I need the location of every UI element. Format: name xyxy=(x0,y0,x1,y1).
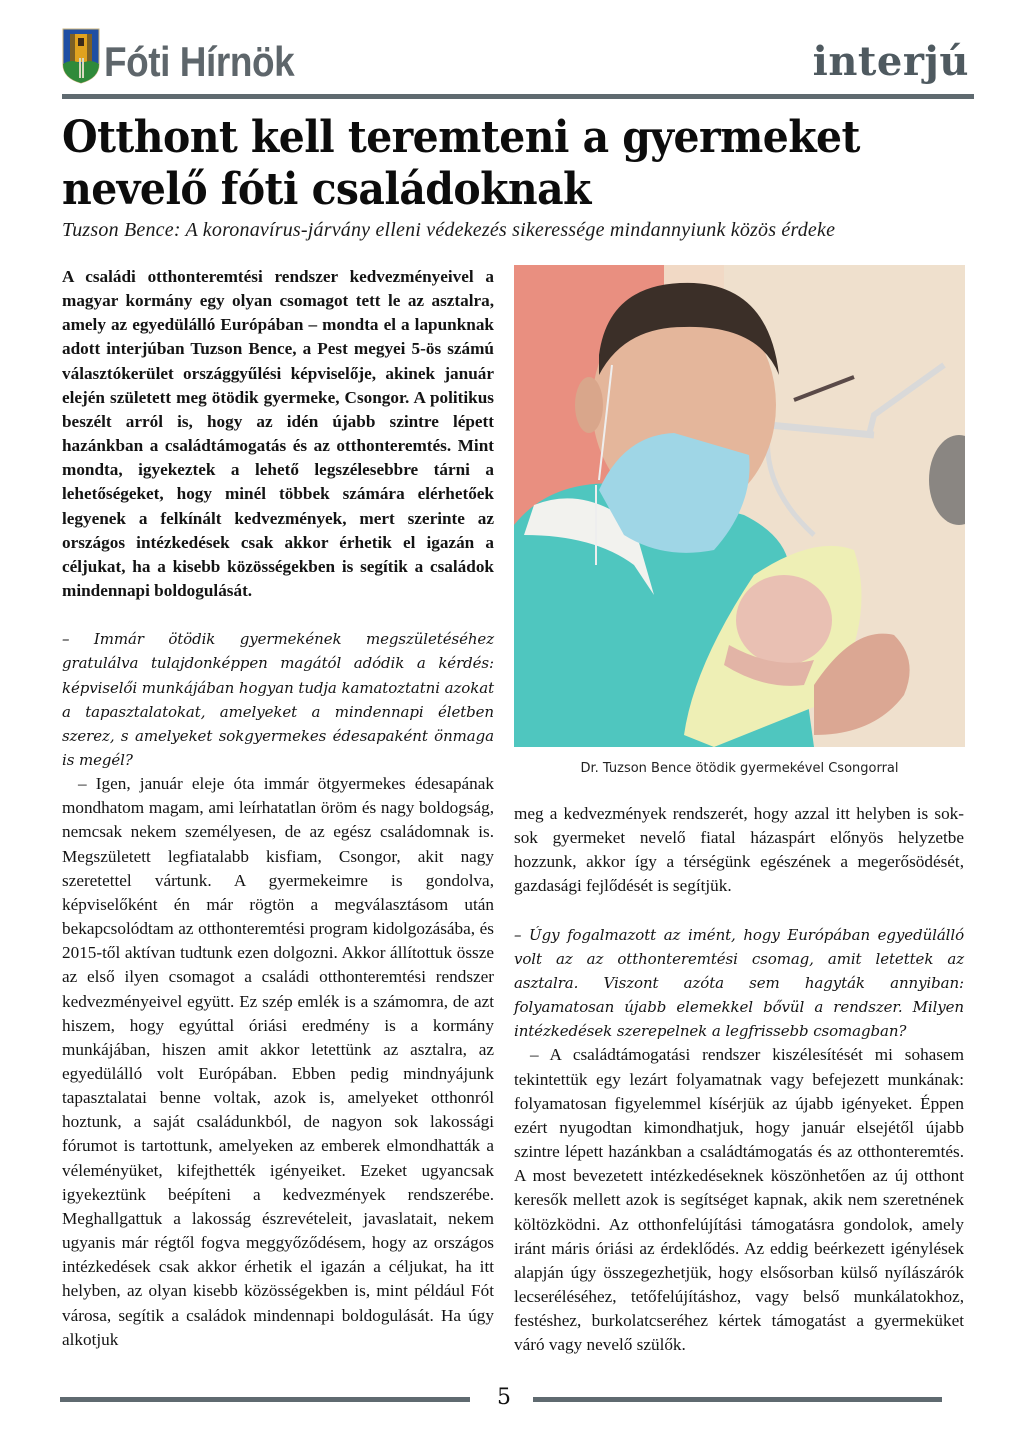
article-photo xyxy=(514,265,965,747)
article-headline: Otthont kell teremteni a gyermeket nevelő fóti családoknak xyxy=(62,112,860,215)
publication-name: Fóti Hírnök xyxy=(104,38,295,85)
interview-answer-2: – A családtámogatási rendszer kiszélesítését mi sohasem tekintettük egy lezárt folyamatnak vagy befejezett munkának: folyamatosan figyelemmel kísérjük az újabb igényeket. Éppen ezért nyugodtan kimondhatjuk, hogy január elsejétől újabb szintre lépett hazánkban a családtámogatás és az otthonteremtés. A most bevezetett intézkedéseknek köszönhetően az új otthont keresők mellett azok is segítséget kapnak, akik nem szeretnének költözködni. Az otthonfelújítási támogatásra gondolok, amely iránt máris óriási az érdeklődés. Az eddig beérkezett igénylések alapján úgy összegezhetjük, hogy elsősorban külső nyílászárók lecseréléséhez, tetőfelújításhoz, vagy belső munkálatokhoz, festéshez, burkolatcseréhez kértek támogatást a gyermeküket váró vagy nevelő szülők. xyxy=(514,1045,964,1355)
interview-answer-1: – Igen, január eleje óta immár ötgyermekes édesapának mondhatom magam, ami leírhatatlan öröm és nagy boldogság, nemcsak nekem személyesen, de az egész családomnak is. Megszületett legfiatalabb kisfiam, Csongor, akit nagy szeretettel vártunk. A gyermekeimre is gondolva, képviselőként én már rögtön a megválasztásom után bekapcsolódtam az otthonteremtési program kidolgozásába, és 2015-től aktívan tudtunk ezen dolgozni. Akkor állítottuk össze az első ilyen csomagot a családi otthonteremtési rendszer kedvezményeivel együtt. Ez szép emlék is a számomra, de azt hiszem, hogy egyúttal óriási eredmény is a kormány munkájában, hiszen amit akkor letettünk az asztalra, az egyedülálló volt Európában. Ebben pedig mindnyájunk tapasztalatai benne voltak, azok is, amelyeket otthonról hoztunk, a saját családunkból, de nagyon sok lakossági fórumot is tartottunk, amelyeken az emberek elmondhatták a véleményüket, kifejthették igényeiket. Ezeket ugyancsak igyekeztünk beépíteni a kedvezmények rendszerébe. Meghallgattuk a lakosság észrevételeit, javaslatait, nekem ugyanis már régtől fogva meggyőződésem, hogy az országos intézkedések csak akkor érhetik el igazán a céljukat, ha itt helyben, az olyan kisebb közösségekben is, mint például Fót városa, segítik a családok mindennapi boldogulását. Ha úgy alkotjuk xyxy=(62,774,494,1349)
left-column xyxy=(62,265,494,1352)
footer-rule-right xyxy=(533,1397,942,1402)
masthead xyxy=(60,26,975,98)
father-with-newborn-image xyxy=(514,265,965,747)
article-subheadline: Tuzson Bence: A koronavírus-járvány elleni védekezés sikeressége mindannyiunk közös érdeke xyxy=(62,219,836,241)
interview-question-1: – Immár ötödik gyermekének megszületéséhez gratulálva tulajdonképpen magától adódik a kérdés: képviselői munkájában hogyan tudja kamatoztatni azokat a tapasztalatokat, amelyeket a mindennapi életben szerez, s amelyeket sokgyermekes édesapaként önmaga is megél? xyxy=(62,630,494,769)
header-rule xyxy=(62,94,974,99)
footer-rule-left xyxy=(60,1397,470,1402)
interview-question-2: – Úgy fogalmazott az imént, hogy Európában egyedülálló volt az az otthonteremtési csomag, amit letettek az asztalra. Viszont azóta sem hagyták annyiban: folyamatosan újabb elemekkel bővül a rendszer. Milyen intézkedések szerepelnek a legfrissebb csomagban? xyxy=(514,925,964,1041)
article-lead: A családi otthonteremtési rendszer kedvezményeivel a magyar kormány egy olyan csomagot tett le az asztalra, amely az egyedülálló Európában – mondta el a lapunknak adott interjúban Tuzson Bence, a Pest megyei 5-ös számú választókerület országgyűlési képviselője, akinek január elején született meg ötödik gyermeke, Csongor. A politikus beszélt arról is, hogy az idén újabb szintre lépett hazánkban a családtámogatás és az otthonteremtés. Mint mondta, igyekeztek a lehető legszélesebbre tárni a lehetőségeket, hogy minél többek számára elérhetőek legyenek a felkínált kedvezmények, mert szerinte az országos intézkedések csak akkor érhetik el igazán a céljukat, ha a kisebb közösségekben is segítik a családok mindennapi boldogulását. xyxy=(62,267,494,601)
photo-caption: Dr. Tuzson Bence ötödik gyermekével Csongorral xyxy=(580,761,899,776)
section-label: interjú xyxy=(812,38,969,85)
interview-answer-1-continued: meg a kedvezmények rendszerét, hogy azzal itt helyben is sok-sok gyermeket nevelő fiatal házaspárt előnyös helyzetbe hozzunk, akkor így a térségünk egészének a megerősödését, gazdasági fejlődését is segítjük. xyxy=(514,804,964,896)
right-column xyxy=(514,802,964,1357)
page-number: 5 xyxy=(497,1385,511,1410)
town-coat-of-arms-icon xyxy=(62,28,100,84)
